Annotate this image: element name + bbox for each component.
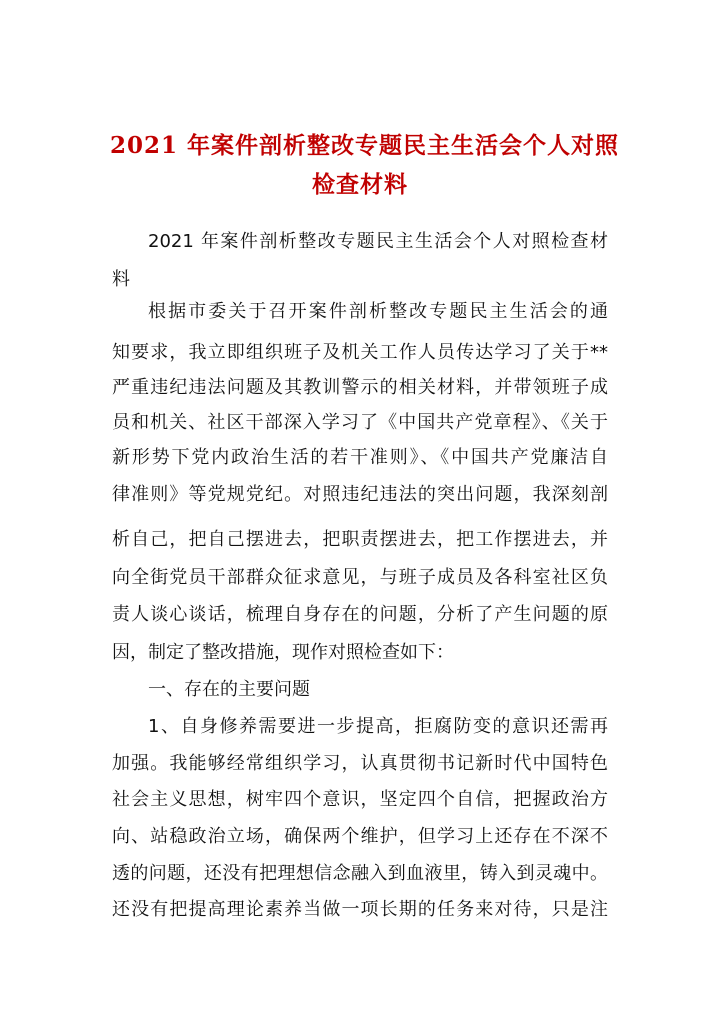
body-line: 透的问题，还没有把理想信念融入到血液里，铸入到灵魂中。 <box>112 863 608 884</box>
body-line: 加强。我能够经常组织学习，认真贯彻书记新时代中国特色 <box>112 753 608 774</box>
body-line: 还没有把提高理论素养当做一项长期的任务来对待，只是注 <box>112 899 608 920</box>
body-line: 1、自身修养需要进一步提高，拒腐防变的意识还需再 <box>148 716 608 737</box>
document-title-line-1: 2021 年案件剖析整改专题民主生活会个人对照 <box>110 132 620 159</box>
body-line: 向、站稳政治立场，确保两个维护，但学习上还存在不深不 <box>112 826 608 847</box>
section-heading: 一、存在的主要问题 <box>148 679 310 700</box>
body-line: 2021 年案件剖析整改专题民主生活会个人对照检查材 <box>148 231 608 252</box>
body-line: 根据市委关于召开案件剖析整改专题民主生活会的通 <box>148 301 608 322</box>
body-line: 员和机关、社区干部深入学习了《中国共产党章程》、《关于 <box>112 412 608 433</box>
body-line: 因，制定了整改措施，现作对照检查如下： <box>112 642 454 663</box>
body-line: 律准则》等党规党纪。对照违纪违法的突出问题，我深刻剖 <box>112 484 608 505</box>
document-title-line-2: 检查材料 <box>312 171 408 198</box>
body-line: 析自己，把自己摆进去，把职责摆进去，把工作摆进去，并 <box>112 529 608 550</box>
body-line: 严重违纪违法问题及其教训警示的相关材料，并带领班子成 <box>112 377 608 398</box>
body-line: 知要求，我立即组织班子及机关工作人员传达学习了关于** <box>112 342 608 363</box>
body-line: 向全街党员干部群众征求意见，与班子成员及各科室社区负 <box>112 567 608 588</box>
body-line: 社会主义思想，树牢四个意识，坚定四个自信，把握政治方 <box>112 789 608 810</box>
body-line: 责人谈心谈话，梳理自身存在的问题，分析了产生问题的原 <box>112 604 608 625</box>
body-line: 新形势下党内政治生活的若干准则》、《中国共产党廉洁自 <box>112 447 608 468</box>
body-line: 料 <box>112 269 130 290</box>
